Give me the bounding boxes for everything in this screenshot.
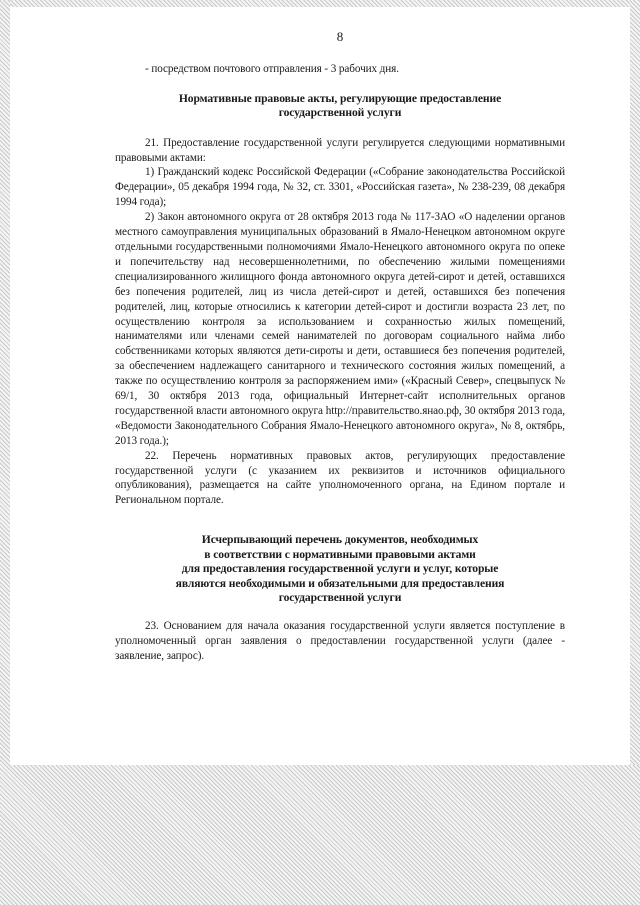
paragraph-23: 23. Основанием для начала оказания государственной услуги является поступление в уполномоченный орган заявления о предоставлении государственной услуги (далее - заявление, запрос). <box>115 620 565 663</box>
heading-line: государственной услуги <box>278 106 402 120</box>
document-page <box>115 30 565 664</box>
paragraph-21-item-1: 1) Гражданский кодекс Российской Федерации («Собрание законодательства Российской Федерации», 05 декабря 1994 года, № 32, ст. 3301, «Российская газета», № 238-239, 08 декабря 1994 года); <box>115 166 565 209</box>
heading-line: являются необходимыми и обязательными для предоставления <box>175 576 505 590</box>
intro-line: - посредством почтового отправления - 3 рабочих дня. <box>145 62 399 75</box>
page-number: 8 <box>336 29 344 44</box>
section-heading-legal-acts <box>115 92 565 121</box>
paragraph-22: 22. Перечень нормативных правовых актов, регулирующих предоставление государственной услуги (с указанием их реквизитов и источников официального опубликования), размещается на сайте уполномоченного органа, на Едином портале и Региональном портале. <box>115 449 565 507</box>
paragraph-21-item-2: 2) Закон автономного округа от 28 октября 2013 года № 117-ЗАО «О наделении органов местного самоуправления муниципальных образований в Ямало-Ненецком автономном округе отдельными государственными полномочиями Ямало-Ненецкого автономного округа по опеке и попечительству над несовершеннолетними, по обеспечению жилыми помещениями специализированного жилищного фонда автономного округа детей-сирот и детей, оставшихся без попечения родителей, лиц из числа детей-сирот и детей, оставшихся без попечения родителей, лиц, которые относились к категории детей-сирот и достигли возраста 23 лет, по осуществлению контроля за использованием и сохранностью жилых помещений, нанимателями или членами семей нанимателей по договорам социального найма либо собственниками которых являются дети-сироты и дети, оставшиеся без попечения родителей, за обеспечением надлежащего санитарного и технического состояния жилых помещений, а также по осуществлению контроля за распоряжением ими» («Красный Север», спецвыпуск № 69/1, 30 октября 2013 года, официальный Интернет-сайт исполнительных органов государственной власти автономного округа http://правительство.янао.рф, 30 октября 2013 года, «Ведомости Законодательного Собрания Ямало-Ненецкого автономного округа», № 8, октябрь, 2013 года.); <box>115 211 565 447</box>
heading-line: государственной услуги <box>278 590 402 604</box>
heading-line: для предоставления государственной услуги и услуг, которые <box>181 562 499 576</box>
heading-line: Нормативные правовые акты, регулирующие предоставление <box>178 91 502 105</box>
section-heading-documents <box>115 533 565 605</box>
heading-line: в соответствии с нормативными правовыми актами <box>204 547 476 561</box>
paragraph-21: 21. Предоставление государственной услуги регулируется следующими нормативными правовыми актами: <box>115 136 565 164</box>
scan-border-bottom <box>0 765 640 905</box>
scan-border-top <box>0 0 640 7</box>
heading-line: Исчерпывающий перечень документов, необходимых <box>201 533 479 547</box>
